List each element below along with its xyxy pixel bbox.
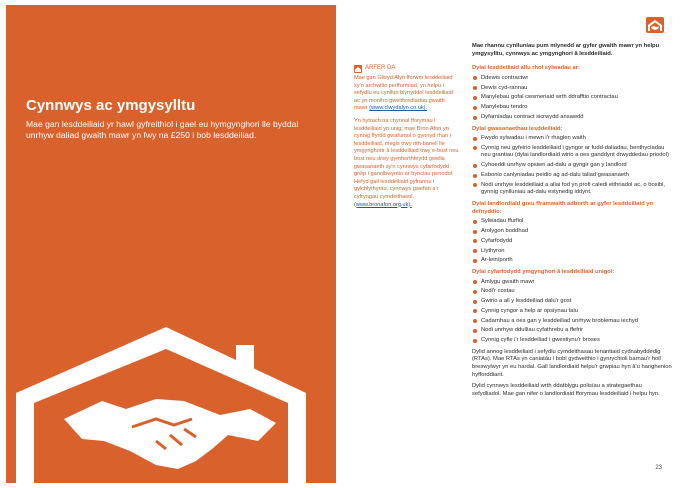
section-services <box>472 126 672 198</box>
good-practice-text-1: Mae gan Glwyd Alyn fforwm lesddeiliaid sy'n archwilio perfformiad, yn helpu i sefydlu eu cynllun blynyddol lesddeiliaid ac yn monitro gweithrediadau gwaith mawr <box>354 75 453 112</box>
clwydalyn-link[interactable]: (www.clwydalyn.co.uk). <box>369 105 428 112</box>
list-item: Cynnig neu gyfeirio lesddeiliaid i gyngor ar fudd-daliadau, benthyciadau neu grantiau (dylai landlordiaid wirio a oes ganddynt drwyddedau priodol) <box>472 145 672 160</box>
list-item: Dyfarniadau contract sicrwydd ansawdd <box>472 114 672 122</box>
list-item: Esbonio canlyniadau peidio ag ad-dalu taliad gwasanaeth <box>472 172 672 180</box>
good-practice-heading <box>354 65 460 73</box>
page-number: 23 <box>655 465 662 471</box>
list-item: Manylebau gofal cwsmeriaid wrth ddrafftio contractau <box>472 94 672 102</box>
list-item: Sylwadau ffurfiol <box>472 218 672 226</box>
list-item: Gwirio a all y lesddeiliad dalu'r gost <box>472 298 672 306</box>
section-heading: Dylai lesddeiliaid allu rhoi sylwadau ar: <box>472 65 580 72</box>
section-heading: Dylai gwasanaethau lesddeiliaid: <box>472 125 563 132</box>
good-practice-paragraph-2 <box>354 118 460 209</box>
right-page <box>344 5 674 483</box>
good-practice-label: ARFER DA <box>365 65 396 72</box>
page-title: Cynnwys ac ymgysylltu <box>26 97 196 114</box>
bullet-list <box>472 279 672 345</box>
house-handshake-icon <box>6 323 336 483</box>
good-practice-text-2: Yn hytrach na chynnal fforymau i lesddeiliaid yn unig, mae Bron Afon yn cynnig ffyrdd gwahanol o gynnyd rhan i lesddeiliaid, megis trwy rith-baneli lle ymgynghorir â lesddeiliaid trwy e-bost neu bost neu drwy gymhorthfeydd gwella gwasanaeth sy'n cynnwys cyfarfodydd grŵp i ganolbwyntio ar bynciau penodol. Hefyd gall lesddeiliaid gyfrannu i gylchlythyrau, cynnwys gwefan a'r cyfryngau cymdeithasol. <box>354 117 459 200</box>
list-item: Cynnig cyngor a help ar opsiynau talu <box>472 308 672 316</box>
main-intro: Mae rhannu cynlluniau pum mlynedd ar gyfer gwaith mawr yn helpu ymgysylltu, cynnwys ac ymgynghori â lesddeiliaid. <box>472 43 660 57</box>
intro-paragraph: Mae gan lesddeiliaid yr hawl gyfreithiol i gael eu hymgynghori lle byddai unrhyw daliad gwaith mawr yn fwy na £250 i bob lesddeiliad. <box>26 119 299 140</box>
list-item: Nodi unrhyw lesddeiliaid a allai fod yn profi caledi eithriadol ac, o bosibl, gynnig cynlluniau ad-dalu estynedig iddynt. <box>472 182 672 197</box>
house-handshake-icon <box>646 17 664 33</box>
list-item: Dewis cyd-rannau <box>472 85 672 93</box>
list-item: Nodi'r costau <box>472 288 672 296</box>
main-column <box>472 43 672 401</box>
policy-paragraph: Dylid cynnwys lesddeiliaid wrth ddatblygu polisïau a strategaethau sefydliadol. Mae gan nifer o landlordiaid fforymau lesddeiliaid i helpu hyn. <box>472 383 660 397</box>
bronafon-link[interactable]: (www.bronafon.org.uk). <box>354 201 412 208</box>
list-item: Fwydo sylwadau i mewn i'r rhaglen waith <box>472 135 672 143</box>
list-item: Cadarnhau a oes gan y lesddeiliad unrhyw broblemau iechyd <box>472 318 672 326</box>
list-item: Arolygon boddhad <box>472 228 672 236</box>
list-item: Cyhoeddi unrhyw opsiwn ad-dalu a gyngir gan y landlord <box>472 162 672 170</box>
bullet-list <box>472 218 672 265</box>
bullet-list <box>472 135 672 197</box>
section-heading: Dylai cyfarfodydd ymgynghori â lesddeiliaid unigol: <box>472 268 615 275</box>
list-item: Llythyron <box>472 248 672 256</box>
section-feedback <box>472 201 672 265</box>
section-meetings <box>472 269 672 345</box>
list-item: Nodi unrhyw ddulliau cyfathrebu a ffefrir <box>472 327 672 335</box>
rta-paragraph: Dylid annog lesddeiliaid i sefydlu cymdeithasau tenantiaid cydnabyddedig (RTAs). Mae RTAs yn caniatáu i bobl gydweithio i gynrychioli barnau'r holl breswylwyr yn eu hardal. Gall landlordiaid helpu'r grwpiau hyn â'u hanghenion hyfforddiant. <box>472 348 672 378</box>
list-item: Ddewis contractwr <box>472 75 672 83</box>
bullet-list <box>472 75 672 122</box>
list-item: Amlygu gwaith mawr <box>472 279 672 287</box>
list-item: Manylebau tendro <box>472 104 672 112</box>
left-page <box>6 5 336 483</box>
section-heading: Dylai landlordiaid greu fframwaith adborth ar gyfer lesddeiliaid yn defnyddio: <box>472 201 654 215</box>
list-item: Cynnig cyfle i'r lesddeiliad i gwestiynu'r broses <box>472 337 672 345</box>
house-icon <box>354 65 362 73</box>
list-item: Cyfarfodydd <box>472 238 672 246</box>
section-comment <box>472 65 672 121</box>
good-practice-box <box>354 65 460 214</box>
good-practice-paragraph-1 <box>354 75 460 113</box>
list-item: Ar-lein/porth <box>472 257 672 265</box>
